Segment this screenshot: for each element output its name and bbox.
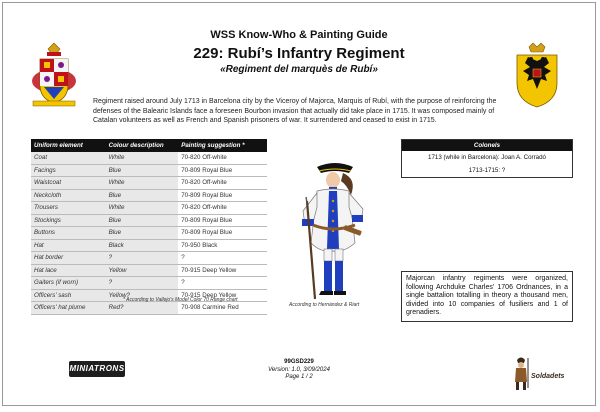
uniform-column-header-element: Uniform element bbox=[31, 139, 106, 152]
table-row bbox=[31, 152, 267, 164]
table-row bbox=[31, 302, 267, 315]
colour-description-cell: White bbox=[106, 202, 179, 215]
painting-suggestion-cell: 70-809 Royal Blue bbox=[178, 164, 267, 177]
colonels-header-row bbox=[402, 140, 573, 152]
regiment-history-text: Regiment raised around July 1713 in Barcelona city by the Viceroy of Majorca, Marquis of Rubí, with the purpose of reinforcing the defenses of the Balearic Islands face a foreseen Bourbon invasion that actually did take place in 1715. It was composed mainly of Catalan volunteers as well as French and Spanish prisoners of war. It surrendered and ceased to exist in 1715. bbox=[93, 98, 497, 124]
table-row bbox=[31, 164, 267, 177]
uniform-element-cell: Facings bbox=[31, 164, 106, 177]
colour-description-cell: Blue bbox=[106, 227, 179, 240]
uniform-element-cell: Neckcloth bbox=[31, 189, 106, 202]
colonel-entry: 1713 (while in Barcelona): Joan A. Corradó bbox=[428, 154, 546, 161]
painting-suggestion-cell: ? bbox=[178, 277, 267, 290]
uniform-element-cell: Waistcoat bbox=[31, 177, 106, 190]
painting-suggestion-cell: 70-820 Off-white bbox=[178, 152, 267, 164]
painting-suggestion-cell: 70-915 Deep Yellow bbox=[178, 289, 267, 302]
table-row bbox=[31, 202, 267, 215]
uniform-column-header-colour: Colour description bbox=[106, 139, 179, 152]
uniform-element-cell: Hat lace bbox=[31, 264, 106, 277]
painting-suggestion-cell: 70-950 Black bbox=[178, 239, 267, 252]
uniform-element-cell: Trousers bbox=[31, 202, 106, 215]
colour-description-cell: Red? bbox=[106, 302, 179, 315]
painting-suggestion-cell: 70-809 Royal Blue bbox=[178, 189, 267, 202]
table-row bbox=[31, 227, 267, 240]
guide-page bbox=[2, 2, 596, 406]
uniform-element-cell: Hat border bbox=[31, 252, 106, 265]
table-row bbox=[402, 164, 573, 178]
colonels-header: Colonels bbox=[402, 140, 573, 152]
colour-description-cell: White bbox=[106, 152, 179, 164]
table-row bbox=[402, 151, 573, 164]
page-title: 229: Rubí’s Infantry Regiment bbox=[193, 45, 405, 62]
table-row bbox=[31, 252, 267, 265]
habsburg-eagle-emblem-right bbox=[513, 43, 561, 109]
uniform-element-cell: Stockings bbox=[31, 214, 106, 227]
soldier-illustration bbox=[293, 161, 379, 303]
table-row bbox=[31, 214, 267, 227]
uniform-table bbox=[31, 139, 267, 315]
painting-suggestion-cell: 70-809 Royal Blue bbox=[178, 214, 267, 227]
uniform-element-cell: Buttons bbox=[31, 227, 106, 240]
uniform-table-header-row bbox=[31, 139, 267, 152]
colour-description-cell: ? bbox=[106, 252, 179, 265]
uniform-element-cell: Coat bbox=[31, 152, 106, 164]
page-number: Page 1 / 2 bbox=[285, 374, 313, 380]
table-row bbox=[31, 264, 267, 277]
painting-suggestion-cell: ? bbox=[178, 252, 267, 265]
table-footnote: * According to Vallejo's Model Color 70 Range chart bbox=[123, 297, 238, 303]
page-subtitle: «Regiment del marquès de Rubí» bbox=[220, 64, 378, 75]
uniform-element-cell: Gaiters (if worn) bbox=[31, 277, 106, 290]
colour-description-cell: White bbox=[106, 177, 179, 190]
painting-suggestion-cell: 70-820 Off-white bbox=[178, 177, 267, 190]
organization-note: Majorcan infantry regiments were organized, following Archduke Charles' 1706 Ordnances, in a single battalion totalling in theory a thousand men, divided into 10 companies of fusiliers and 1 of grenadiers. bbox=[401, 271, 573, 322]
painting-suggestion-cell: 70-915 Deep Yellow bbox=[178, 264, 267, 277]
figure-caption: According to Hernández & Riart bbox=[289, 302, 360, 308]
table-row bbox=[31, 189, 267, 202]
colonel-entry: 1713-1715: ? bbox=[468, 167, 506, 174]
uniform-element-cell: Officers' sash bbox=[31, 289, 106, 302]
soldadets-logo-text: Soldadets bbox=[531, 373, 565, 380]
footer bbox=[3, 359, 595, 382]
header bbox=[3, 27, 595, 75]
uniform-column-header-paint: Painting suggestion * bbox=[178, 139, 267, 152]
colour-description-cell: Yellow bbox=[106, 264, 179, 277]
version-info: Version: 1.0, 3/09/2024 bbox=[268, 366, 330, 373]
table-row bbox=[31, 239, 267, 252]
colour-description-cell: ? bbox=[106, 277, 179, 290]
uniform-element-cell: Hat bbox=[31, 239, 106, 252]
guide-title: WSS Know-Who & Painting Guide bbox=[210, 29, 388, 41]
table-row bbox=[31, 277, 267, 290]
colour-description-cell: Yellow? bbox=[106, 289, 179, 302]
document-code: 99GSD229 bbox=[284, 359, 314, 365]
painting-suggestion-cell: 70-820 Off-white bbox=[178, 202, 267, 215]
painting-suggestion-cell: 70-908 Carmine Red bbox=[178, 302, 267, 315]
colour-description-cell: Black bbox=[106, 239, 179, 252]
miniatrons-logo: MINIATRONS bbox=[69, 361, 125, 377]
painting-suggestion-cell: 70-809 Royal Blue bbox=[178, 227, 267, 240]
colour-description-cell: Blue bbox=[106, 164, 179, 177]
colour-description-cell: Blue bbox=[106, 189, 179, 202]
colonels-table bbox=[401, 139, 573, 178]
table-row bbox=[31, 177, 267, 190]
uniform-element-cell: Officers' hat plume bbox=[31, 302, 106, 315]
colour-description-cell: Blue bbox=[106, 214, 179, 227]
